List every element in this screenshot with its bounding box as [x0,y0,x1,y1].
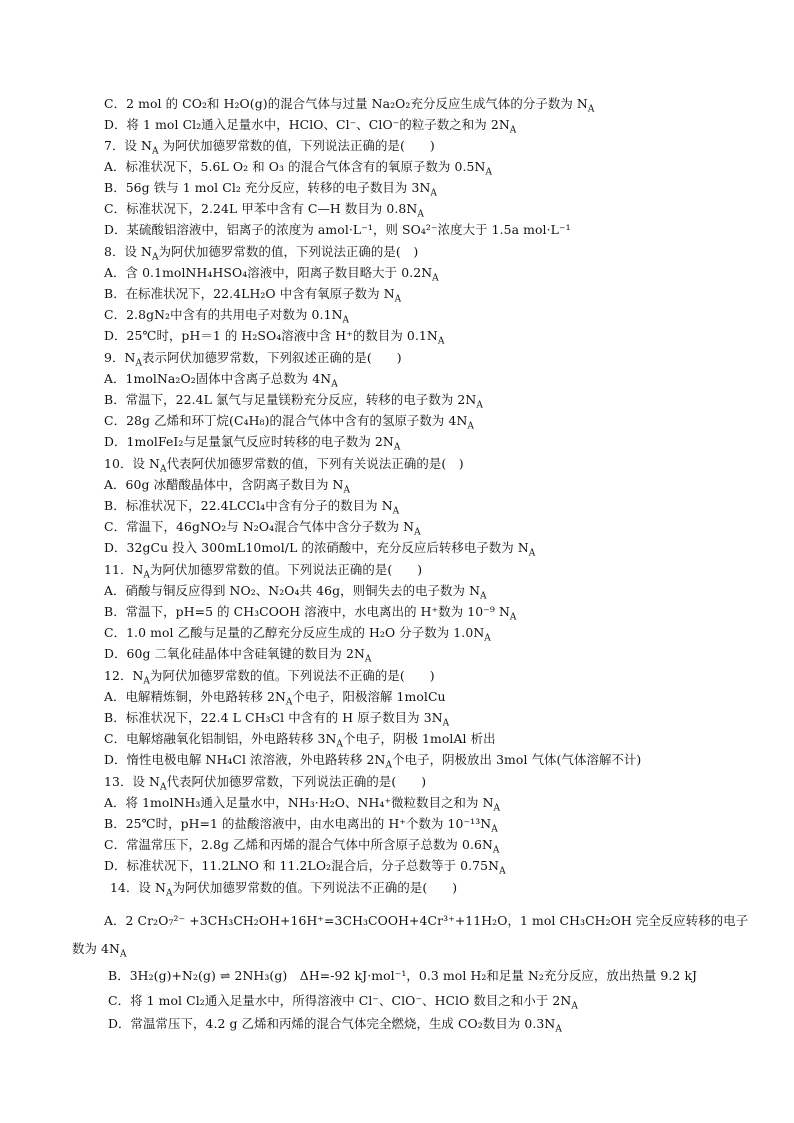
q12-stem: 12．$N_A$为阿伏加德罗常数的值。下列说法不正确的是( ) [104,668,435,687]
q14-option-a-line2: 数为 $4N_A$ [72,941,127,960]
q7-option-c: C．标准状况下，2.24L 甲苯中含有 C—H 数目为 $0.8N_A$ [104,201,424,220]
q14-option-c: C．将 1 mol Cl₂通入足量水中，所得溶液中 Cl⁻、ClO⁻、HClO 数目之和小于 $2N_A$ [108,993,578,1012]
q11-option-c: C．1.0 mol 乙酸与足量的乙醇充分反应生成的 H₂O 分子数为 $1.0N_A$ [104,625,491,644]
q7-option-d: D．某硫酸铝溶液中，铝离子的浓度为 amol·L⁻¹，则 SO₄²⁻浓度大于 1.5a mol·L⁻¹ [104,222,571,237]
q8-option-a: A．含 0.1molNH₄HSO₄溶液中，阳离子数目略大于 $0.2N_A$ [104,265,439,284]
q11-option-a: A．硝酸与铜反应得到 NO₂、N₂O₄共 46g，则铜失去的电子数为 $N_A$ [104,583,487,602]
q10-option-d: D．32gCu 投入 300mL10mol/L 的浓硝酸中，充分反应后转移电子数为 $N_A$ [104,540,536,559]
q14-option-a-line1: A．2 Cr₂O₇²⁻ +3CH₃CH₂OH+16H⁺=3CH₃COOH+4Cr³⁺+11H₂O，1 mol CH₃CH₂OH 完全反应转移的电子 [104,913,749,928]
q11-option-b: B．常温下，pH=5 的 CH₃COOH 溶液中，水电离出的 H⁺数为 10⁻⁹ $N_A$ [104,604,517,623]
q6-option-c: C．2 mol 的 CO₂和 H₂O(g)的混合气体与过量 Na₂O₂充分反应生成气体的分子数为 $N_A$ [104,96,595,115]
q8-stem: 8．设 $N_A$为阿伏加德罗常数的值，下列说法正确的是( ) [104,244,419,263]
q11-option-d: D．60g 二氧化硅晶体中含硅氧键的数目为 $2N_A$ [104,646,372,665]
q7-stem: 7．设 $N_A$ 为阿伏加德罗常数的值，下列说法正确的是( ) [104,138,435,157]
q12-option-b: B．标准状况下，22.4 L CH₃Cl 中含有的 H 原子数目为 $3N_A$ [104,710,450,729]
q10-stem: 10．设 $N_A$代表阿伏加德罗常数的值，下列有关说法正确的是( ) [104,456,464,475]
q10-option-a: A．60g 冰醋酸晶体中，含阴离子数目为 $N_A$ [104,477,351,496]
q7-option-b: B．56g 铁与 1 mol Cl₂ 充分反应，转移的电子数目为 $3N_A$ [104,180,437,199]
q12-option-d: D．惰性电极电解 NH₄Cl 浓溶液，外电路转移 $2N_A$个电子，阴极放出 3mol 气体(气体溶解不计) [104,752,642,771]
q6-option-d: D．将 1 mol Cl₂通入足量水中，HClO、Cl⁻、ClO⁻的粒子数之和为 $2N_A$ [104,117,517,136]
q9-stem: 9．$N_A$表示阿伏加德罗常数，下列叙述正确的是( ) [104,350,402,369]
q8-option-d: D．25℃时，pH＝1 的 H₂SO₄溶液中含 H⁺的数目为 $0.1N_A$ [104,328,445,347]
q13-option-b: B．25℃时，pH=1 的盐酸溶液中，由水电离出的 H⁺个数为 $10^{-13}N_A$ [104,816,498,835]
q13-option-c: C．常温常压下，2.8g 乙烯和丙烯的混合气体中所含原子总数为 $0.6N_A$ [104,837,500,856]
q11-stem: 11．$N_A$为阿伏加德罗常数的值。下列说法正确的是( ) [104,562,423,581]
q13-option-d: D．标准状况下，11.2LNO 和 11.2LO₂混合后，分子总数等于 $0.75N_A$ [104,858,506,877]
q12-option-a: A．电解精炼铜，外电路转移 $2N_A$个电子，阳极溶解 1molCu [104,689,446,708]
q10-option-c: C．常温下，46gNO₂与 N₂O₄混合气体中含分子数为 $N_A$ [104,519,421,538]
q13-option-a: A．将 1molNH₃通入足量水中，NH₃·H₂O、NH₄⁺微粒数目之和为 $N_A$ [104,795,501,814]
q9-option-d: D．1molFeI₂与足量氯气反应时转移的电子数为 $2N_A$ [104,434,401,453]
q10-option-b: B．标准状况下，22.4LCCl₄中含有分子的数目为 $N_A$ [104,498,400,517]
q8-option-c: C．2.8gN₂中含有的共用电子对数为 $0.1N_A$ [104,307,350,326]
q12-option-c: C．电解熔融氧化铝制铝，外电路转移 $3N_A$个电子，阴极 1molAl 析出 [104,731,496,750]
q7-option-a: A．标准状况下，5.6L O₂ 和 O₃ 的混合气体含有的氧原子数为 $0.5N_A$ [104,159,493,178]
q9-option-a: A．1molNa₂O₂固体中含离子总数为 $4N_A$ [104,371,338,390]
q14-option-d: D．常温常压下，4.2 g 乙烯和丙烯的混合气体完全燃烧，生成 CO₂数目为 $0.3N_A$ [108,1016,562,1035]
q9-option-c: C．28g 乙烯和环丁烷(C₄H₈)的混合气体中含有的氢原子数为 $4N_A$ [104,413,474,432]
q14-option-b: B．3H₂(g)+N₂(g) ⇌ 2NH₃(g) ΔH=-92 kJ·mol⁻¹，0.3 mol H₂和足量 N₂充分反应，放出热量 9.2 kJ [108,968,698,983]
q8-option-b: B．在标准状况下，22.4LH₂O 中含有氧原子数为 $N_A$ [104,286,402,305]
q13-stem: 13．设 $N_A$代表阿伏加德罗常数，下列说法正确的是( ) [104,774,427,793]
q14-stem: 14．设 $N_A$为阿伏加德罗常数的值。下列说法不正确的是( ) [110,880,458,899]
q9-option-b: B．常温下，22.4L 氯气与足量镁粉充分反应，转移的电子数为 $2N_A$ [104,392,483,411]
